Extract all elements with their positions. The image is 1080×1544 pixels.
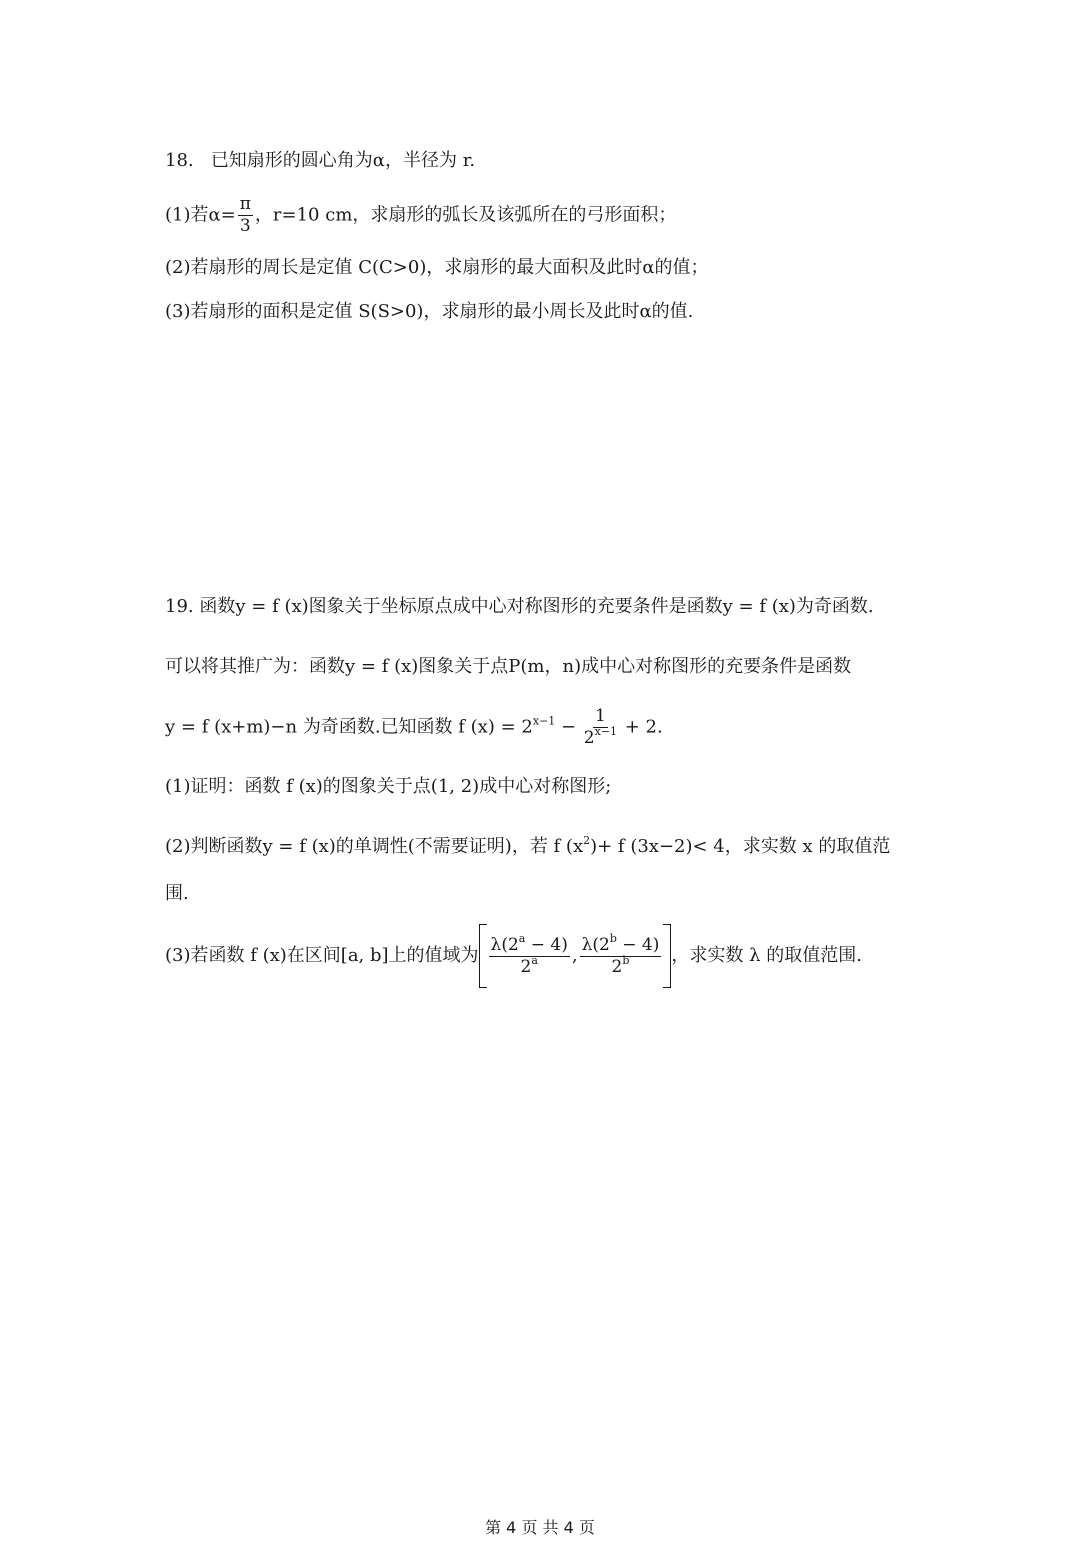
fraction-numerator: π [239,194,251,214]
q19-line3 [165,708,663,747]
numerator-part-b: − 4) [616,934,660,955]
left-bracket [479,924,487,988]
range-upper-fraction [580,931,662,977]
square-exponent: 2 [583,834,591,847]
q19-line1 [165,593,874,621]
numerator-part-a: λ(2 [490,934,519,955]
q19-part2-cont: 围. [165,883,189,904]
numerator-exponent: a [518,931,526,945]
fraction-denominator [520,953,538,977]
q19-part2 [165,833,890,861]
q19-part1: (1)证明：函数 f (x)的图象关于点(1, 2)成中心对称图形; [165,776,612,797]
fraction-denominator [611,953,630,977]
denominator-base: 2 [520,956,532,977]
numerator-exponent: b [609,931,617,945]
q18-part1-text-b: ，r=10 cm，求扇形的弧长及该弧所在的弓形面积； [254,204,677,226]
q19-line3-text-b: + 2. [619,716,663,738]
comma: , [571,945,578,966]
denominator-exponent: a [531,953,538,967]
denominator-base: 2 [611,956,623,977]
q18-part3: (3)若扇形的面积是定值 S(S>0)，求扇形的最小周长及此时α的值. [165,301,694,322]
q19-number: 19. [165,596,194,617]
one-over-power-fraction [584,708,617,747]
numerator-part-b: − 4) [525,934,568,955]
minus-sign: − [555,716,582,738]
fraction-denominator: 3 [239,216,251,236]
q19-line2: 可以将其推广为：函数y = f (x)图象关于点P(m，n)成中心对称图形的充要条件是函数 [165,656,852,677]
fraction-denominator [583,725,618,748]
q19-part3-text-a: (3)若函数 f (x)在区间[a, b]上的值域为 [165,945,479,966]
q19-part2-text-a: (2)判断函数y = f (x)的单调性(不需要证明)，若 f (x [165,836,584,857]
q18-stem-text: 已知扇形的圆心角为α，半径为 r. [210,150,476,171]
q18-part1 [165,196,676,235]
denominator-base: 2 [583,728,595,748]
q18-stem [165,147,475,175]
fraction-numerator [489,931,570,957]
range-lower-fraction [489,931,570,977]
q19-line3-text-a: y = f (x+m)−n 为奇函数.已知函数 f (x) = 2 [165,716,533,738]
exponent: x−1 [532,714,556,728]
q19-part3-text-b: ，求实数 λ 的取值范围. [671,945,862,966]
q19-part2-text-b: )+ f (3x−2)< 4，求实数 x 的取值范 [590,836,891,857]
page-footer: 第 4 页 共 4 页 [485,1518,595,1537]
q18-part2: (2)若扇形的周长是定值 C(C>0)，求扇形的最大面积及此时α的值； [165,257,709,278]
q18-part1-text-a: (1)若α= [165,204,236,226]
q19-line1-text: 函数y = f (x)图象关于坐标原点成中心对称图形的充要条件是函数y = f (x)为奇函数. [199,596,874,617]
q19-part3 [165,924,862,988]
pi-over-3-fraction [238,196,253,235]
numerator-part-a: λ(2 [581,934,610,955]
fraction-numerator: 1 [594,706,606,726]
denominator-exponent: b [622,953,630,967]
fraction-numerator [580,931,662,957]
denominator-exponent: x−1 [594,725,618,738]
q18-number: 18. [165,150,194,171]
